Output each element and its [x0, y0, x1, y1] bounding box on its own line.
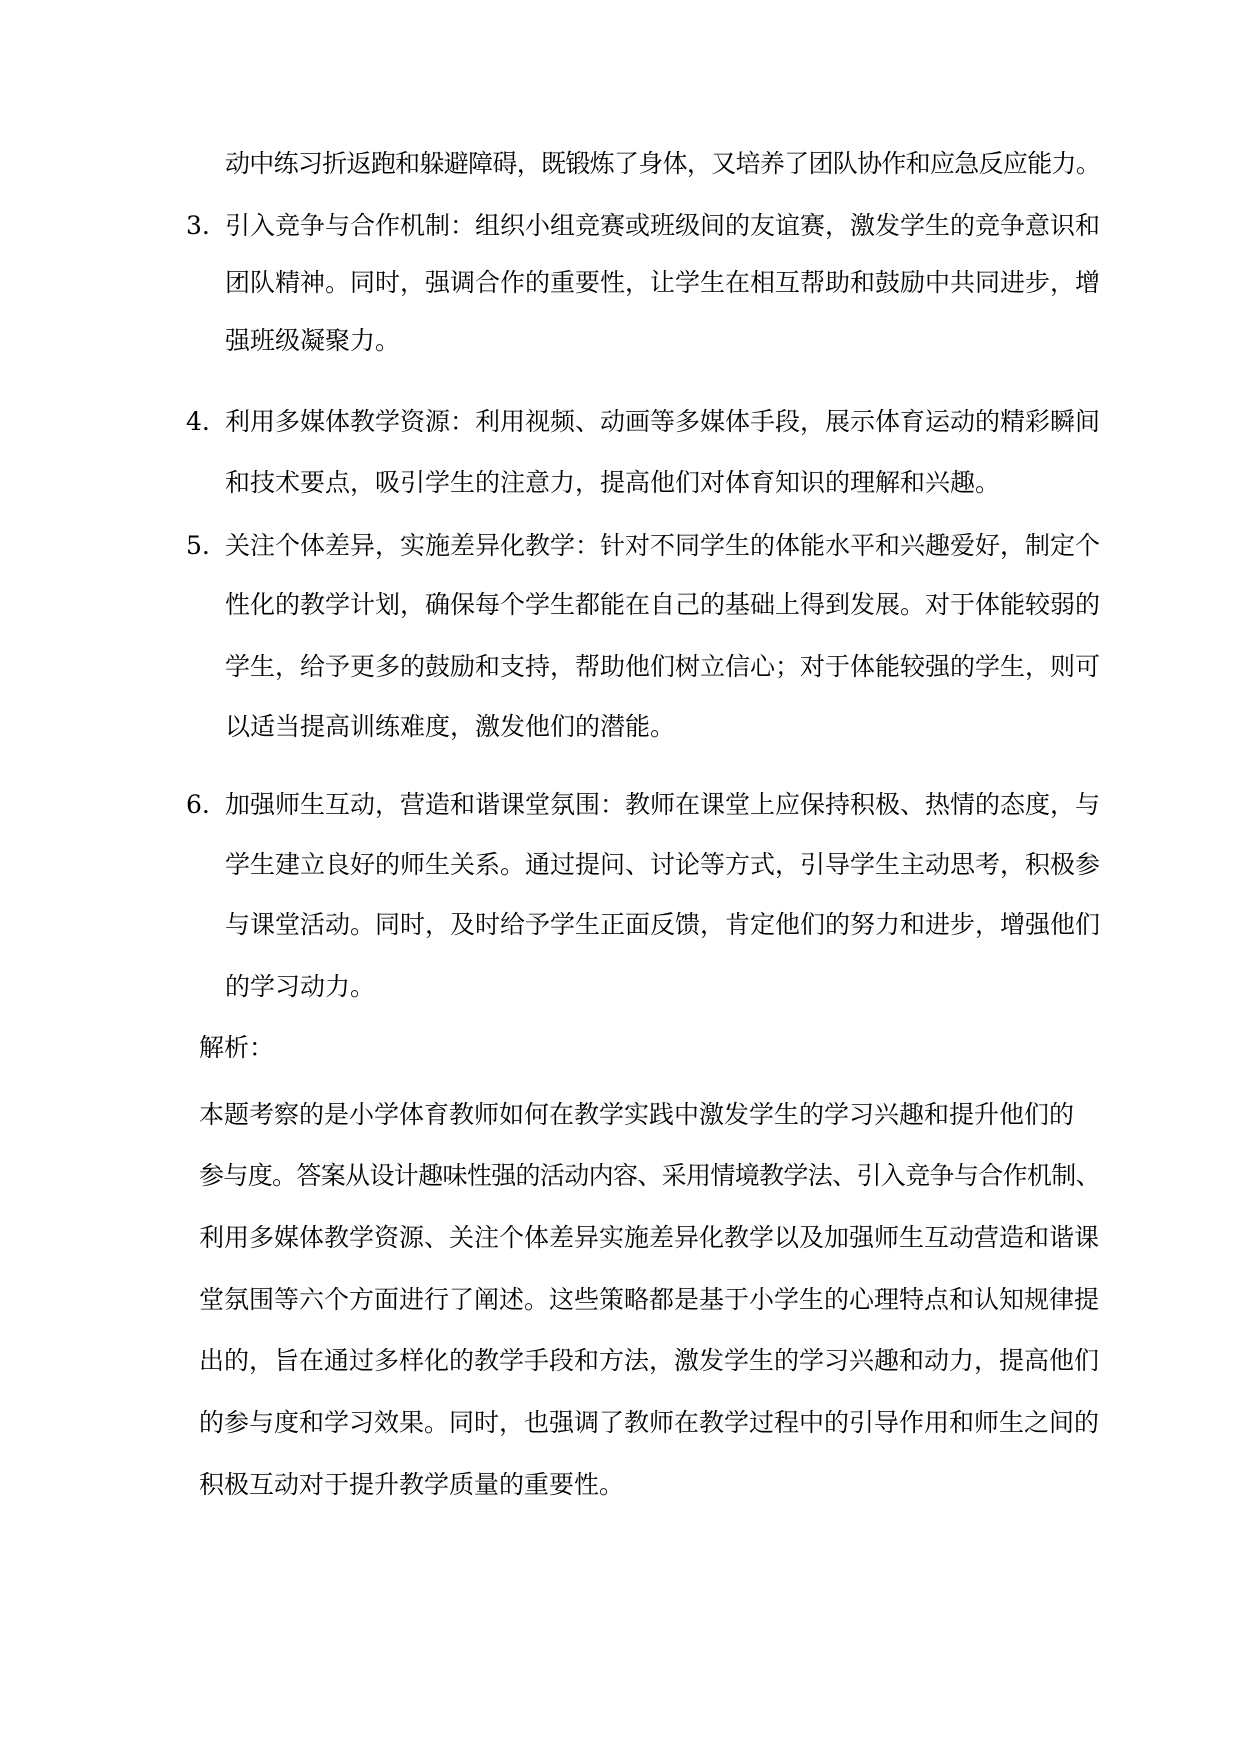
item-6-line-3: 与课堂活动。同时，及时给予学生正面反馈，肯定他们的努力和进步，增强他们: [225, 910, 1101, 939]
item-3-number: 3.: [186, 211, 210, 240]
item-3-line-1: 引入竞争与合作机制：组织小组竞赛或班级间的友谊赛，激发学生的竞争意识和: [225, 211, 1101, 240]
analysis-heading: 解析：: [199, 1033, 275, 1062]
item-3-line-2: 团队精神。同时，强调合作的重要性，让学生在相互帮助和鼓励中共同进步，增: [225, 268, 1101, 297]
analysis-line-3: 利用多媒体教学资源、关注个体差异实施差异化教学以及加强师生互动营造和谐课: [199, 1223, 1100, 1252]
analysis-line-4: 堂氛围等六个方面进行了阐述。这些策略都是基于小学生的心理特点和认知规律提: [199, 1285, 1100, 1314]
item-6-number: 6.: [186, 790, 210, 819]
continuation-line: 动中练习折返跑和躲避障碍，既锻炼了身体，又培养了团队协作和应急反应能力。: [225, 149, 1101, 178]
item-3-line-3: 强班级凝聚力。: [225, 326, 401, 355]
analysis-line-2: 参与度。答案从设计趣味性强的活动内容、采用情境教学法、引入竞争与合作机制、: [199, 1161, 1100, 1190]
analysis-line-7: 积极互动对于提升教学质量的重要性。: [199, 1470, 625, 1499]
item-6-line-4: 的学习动力。: [225, 972, 376, 1001]
item-5-line-2: 性化的教学计划，确保每个学生都能在自己的基础上得到发展。对于体能较弱的: [225, 590, 1101, 619]
item-5-line-4: 以适当提高训练难度，激发他们的潜能。: [225, 712, 676, 741]
analysis-line-5: 出的，旨在通过多样化的教学手段和方法，激发学生的学习兴趣和动力，提高他们: [199, 1346, 1100, 1375]
analysis-line-1: 本题考察的是小学体育教师如何在教学实践中激发学生的学习兴趣和提升他们的: [199, 1100, 1075, 1129]
item-5-number: 5.: [186, 531, 210, 560]
item-5-line-1: 关注个体差异，实施差异化教学：针对不同学生的体能水平和兴趣爱好，制定个: [225, 531, 1101, 560]
analysis-line-6: 的参与度和学习效果。同时，也强调了教师在教学过程中的引导作用和师生之间的: [199, 1408, 1100, 1437]
item-6-line-1: 加强师生互动，营造和谐课堂氛围：教师在课堂上应保持积极、热情的态度，与: [225, 790, 1101, 819]
item-4-line-2: 和技术要点，吸引学生的注意力，提高他们对体育知识的理解和兴趣。: [225, 468, 1001, 497]
item-4-number: 4.: [186, 407, 210, 436]
item-5-line-3: 学生，给予更多的鼓励和支持，帮助他们树立信心；对于体能较强的学生，则可: [225, 652, 1101, 681]
item-6-line-2: 学生建立良好的师生关系。通过提问、讨论等方式，引导学生主动思考，积极参: [225, 850, 1101, 879]
item-4-line-1: 利用多媒体教学资源：利用视频、动画等多媒体手段，展示体育运动的精彩瞬间: [225, 407, 1101, 436]
